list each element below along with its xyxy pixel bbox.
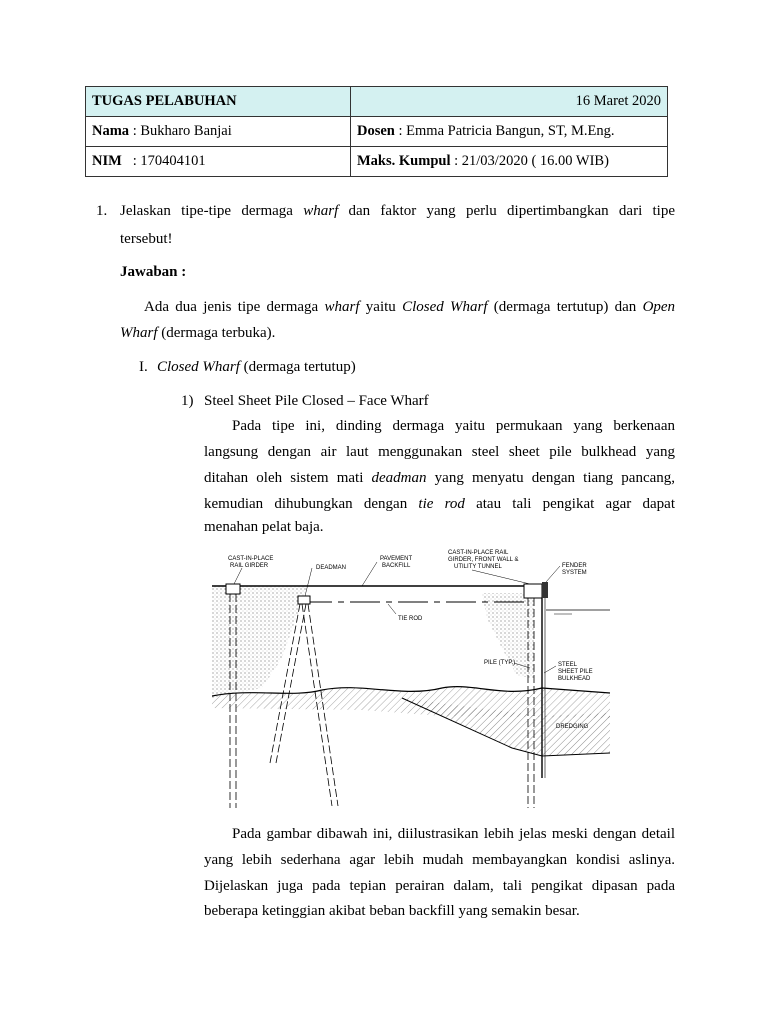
intro-text-open: Open [642,299,676,315]
label-cast-3: UTILITY TUNNEL [454,564,502,570]
para2-line-4: beberapa ketinggian akibat beban backfill yang semakin besar. [204,903,580,919]
para1-l3-deadman: deadman [371,470,427,486]
intro-text-wharf: wharf [324,299,360,315]
para1-l3-a: ditahan oleh sistem mati [204,470,364,486]
intro-text-wharf-2: Wharf [120,325,158,341]
para1-l3-c: yang menyatu dengan tiang pancang, [434,470,676,486]
label-cast-1: CAST-IN-PLACE RAIL [448,550,509,556]
nama-value: : Bukharo Banjai [129,123,232,139]
label-fender-1: FENDER [562,563,587,569]
section-title [157,358,356,376]
rail-girder-left [226,584,240,594]
label-cast-2: GIRDER, FRONT WALL & [448,557,519,563]
section-title-italic: Closed Wharf [157,359,240,375]
para1-l4-tie-rod: tie rod [418,496,465,512]
header-row-names [86,117,668,147]
para2-line-1: Pada gambar dibawah ini, diilustrasikan lebih jelas meski dengan detail [232,826,675,842]
question-line-2: tersebut! [120,231,173,247]
dosen-value: : Emma Patricia Bangun, ST, M.Eng. [394,123,615,139]
intro-text-closed-wharf: Closed Wharf [402,299,488,315]
label-steel-2: SHEET PILE [558,669,593,675]
leader-deadman [305,568,312,596]
leader-tie-rod [388,604,396,614]
label-dredging: DREDGING [556,724,589,730]
label-pavement-2: BACKFILL [382,563,411,569]
nim-cell [86,147,351,177]
header-row-title [86,87,668,117]
label-rail-girder-2: RAIL GIRDER [230,563,269,569]
maks-label: Maks. Kumpul [357,153,451,169]
intro-text-open-desc: (dermaga terbuka). [161,325,276,341]
para1-line-3 [204,469,675,487]
course-cell [86,87,351,117]
wharf-cross-section-figure [212,548,612,810]
label-fender-2: SYSTEM [562,570,587,576]
para1-l4-c: atau tali pengikat agar dapat [476,496,675,512]
deadman-block [298,596,310,604]
question-text-wharf: wharf [303,203,339,219]
leader-steel [544,666,556,673]
section-title-desc: (dermaga tertutup) [243,359,356,375]
dosen-label: Dosen [357,123,395,139]
maks-cell [351,147,668,177]
label-pile-typ: PILE (TYP.) [484,660,516,666]
fender-block [542,582,548,598]
label-rail-girder-1: CAST-IN-PLACE [228,556,274,562]
date-cell [351,87,668,117]
nama-cell [86,117,351,147]
section-number: I. [139,359,148,375]
intro-text-a: Ada dua jenis tipe dermaga [144,299,319,315]
label-steel-1: STEEL [558,662,578,668]
label-deadman: DEADMAN [316,565,347,571]
question-line-1 [120,202,675,220]
para1-l4-a: kemudian dihubungkan dengan [204,496,408,512]
para2-line-3: Dijelaskan juga pada tepian perairan dalam, tali pengikat dipasan pada [204,878,675,894]
para2-line-2: yang lebih sederhana agar lebih mudah membayangkan kondisi aslinya. [204,852,675,868]
assignment-date: 16 Maret 2020 [575,93,661,109]
label-tie-rod: TIE ROD [398,616,423,622]
answer-label: Jawaban : [120,264,187,280]
nim-value: : 170404101 [121,153,206,169]
course-title: TUGAS PELABUHAN [92,93,237,109]
header-table [85,86,668,177]
intro-text-yaitu: yaitu [365,299,396,315]
label-steel-3: BULKHEAD [558,676,591,682]
para1-line-2: langsung dengan air laut menggunakan steel sheet pile bulkhead yang [204,444,675,460]
nim-label: NIM [92,153,122,169]
maks-value: : 21/03/2020 ( 16.00 WIB) [450,153,609,169]
intro-text-e: (dermaga tertutup) dan [493,299,637,315]
leader-fender [546,566,560,582]
label-pavement-1: PAVEMENT [380,556,413,562]
intro-line-2 [120,324,275,342]
para1-line-4 [204,495,675,513]
leader-pavement [362,562,377,586]
dosen-cell [351,117,668,147]
subsection-title: Steel Sheet Pile Closed – Face Wharf [204,393,429,409]
question-number: 1. [96,203,108,219]
para1-line-1: Pada tipe ini, dinding dermaga yaitu permukaan yang berkenaan [232,418,675,434]
header-row-ids [86,147,668,177]
intro-line-1 [144,298,675,316]
question-text-a: Jelaskan tipe-tipe dermaga [120,203,293,219]
leader-cast [472,570,530,584]
leader-rail-girder [234,568,242,584]
question-text-c: dan faktor yang perlu dipertimbangkan dari tipe [348,203,676,219]
rail-girder-right [524,584,542,598]
subsection-number: 1) [181,393,194,409]
para1-line-5: menahan pelat baja. [204,519,324,535]
nama-label: Nama [92,123,130,139]
